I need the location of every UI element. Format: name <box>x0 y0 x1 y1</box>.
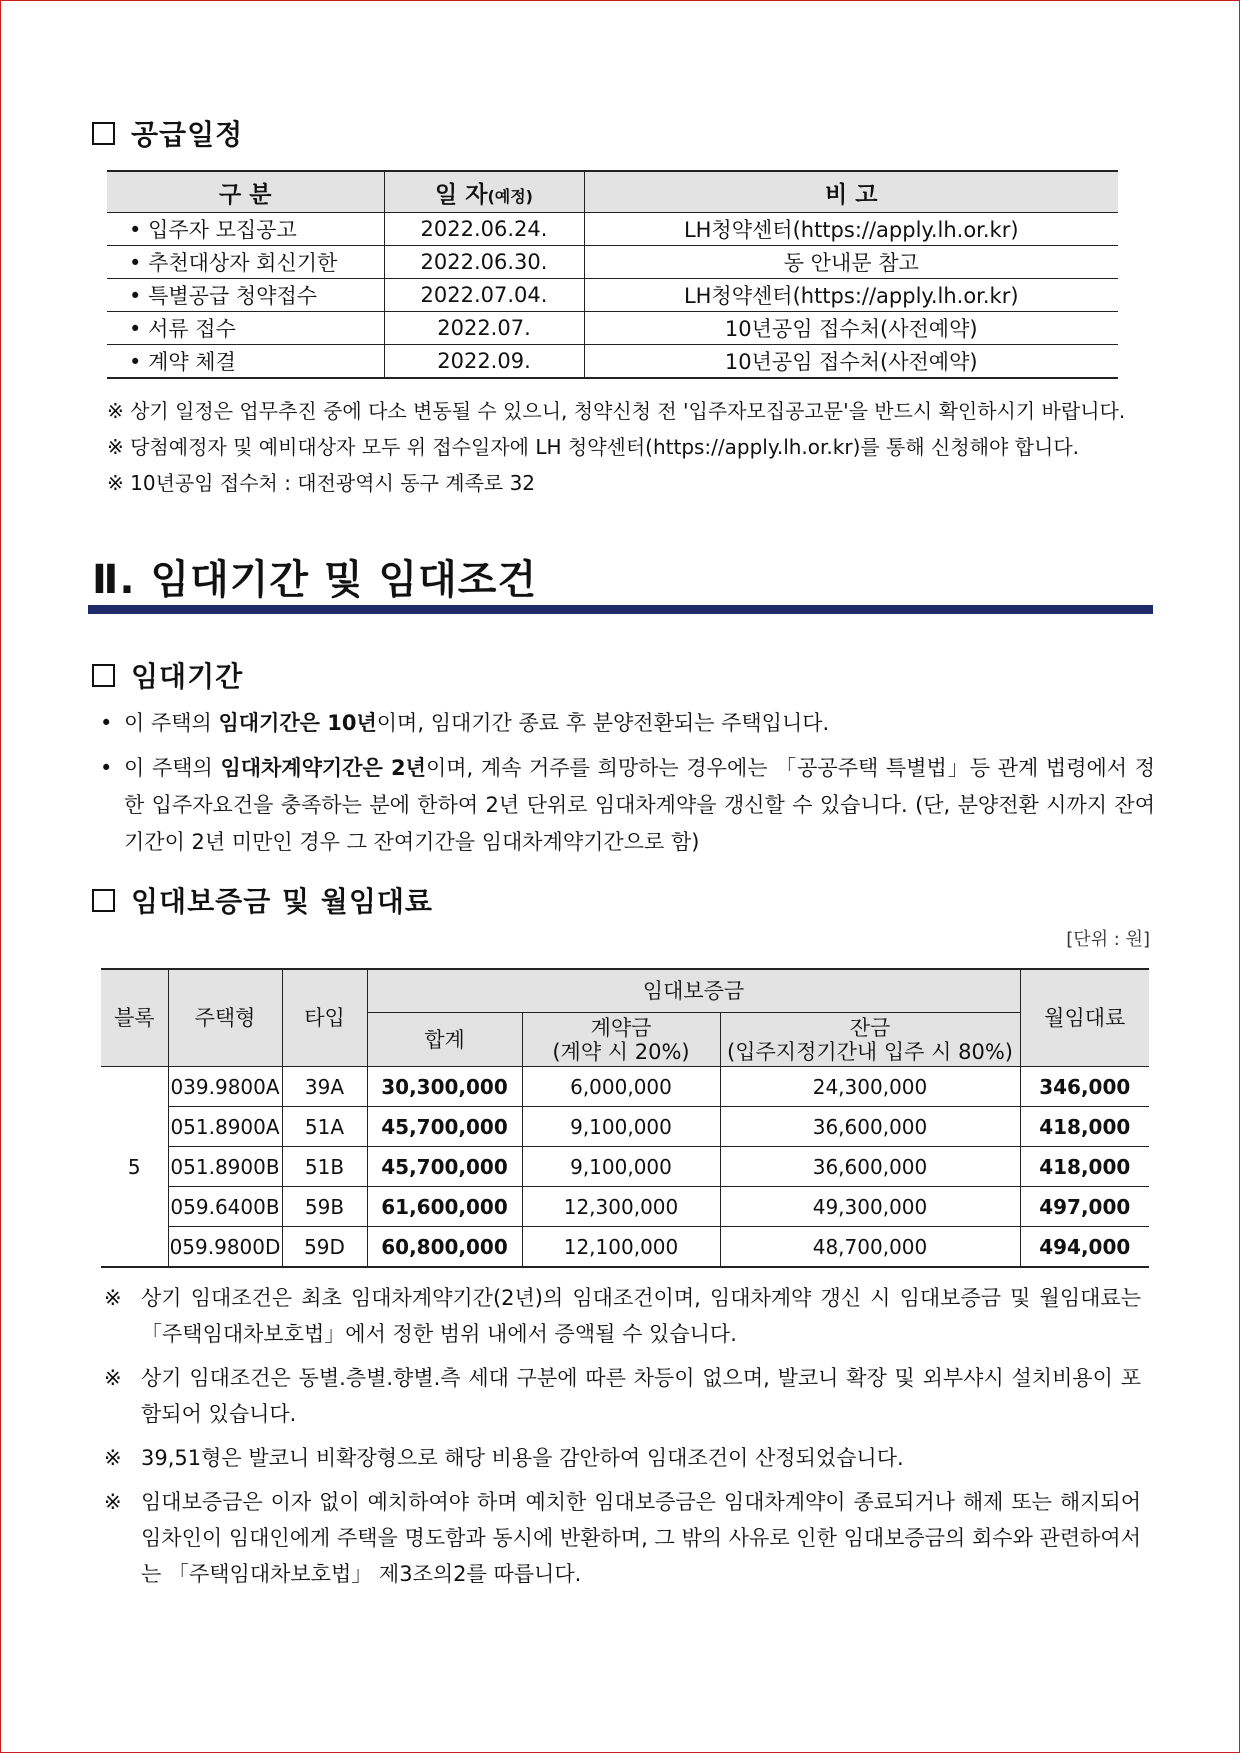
list-item <box>104 1280 1141 1352</box>
schedule-col-date: 일 자(예정) <box>384 171 584 213</box>
monthly-rent: 418,000 <box>1020 1107 1149 1147</box>
monthly-rent: 346,000 <box>1020 1067 1149 1107</box>
type: 51B <box>282 1147 367 1187</box>
schedule-notes <box>107 393 1125 501</box>
rent-note-text: 임대보증금은 이자 없이 예치하여야 하며 예치한 임대보증금은 임대차계약이 종료되거나 해제 또는 해지되어 임차인이 임대인에게 주택을 명도함과 동시에 반환하며, 그 밖의 사유로 인한 임대보증금의 회수와 관련하여서는 「주택임대차보호법」 제3조의2를 따릅니다. <box>141 1490 1141 1586</box>
note-mark: ※ <box>104 1490 122 1514</box>
house-type: 059.9800D <box>168 1227 282 1268</box>
table-row <box>101 1227 1149 1268</box>
deposit-total: 30,300,000 <box>367 1067 522 1107</box>
schedule-item: • 추천대상자 회신기한 <box>107 246 384 279</box>
contract-amount: 12,100,000 <box>522 1227 720 1268</box>
balance-amount: 36,600,000 <box>720 1107 1020 1147</box>
schedule-date: 2022.06.24. <box>384 213 584 246</box>
rent-note-text: 상기 임대조건은 최초 임대차계약기간(2년)의 임대조건이며, 임대차계약 갱신 시 임대보증금 및 월임대료는 「주택임대차보호법」에서 정한 범위 내에서 증액될 수 있습니다. <box>141 1286 1141 1346</box>
type: 39A <box>282 1067 367 1107</box>
list-item <box>104 1484 1141 1592</box>
table-row <box>101 1107 1149 1147</box>
table-row <box>101 1147 1149 1187</box>
col-type: 타입 <box>282 969 367 1067</box>
schedule-heading <box>92 113 243 153</box>
monthly-rent: 418,000 <box>1020 1147 1149 1187</box>
balance-amount: 24,300,000 <box>720 1067 1020 1107</box>
list-item <box>104 1440 1141 1476</box>
balance-amount: 48,700,000 <box>720 1227 1020 1268</box>
period-heading <box>92 655 243 695</box>
deposit-total: 60,800,000 <box>367 1227 522 1268</box>
rent-note-text: 상기 임대조건은 동별.층별.향별.측 세대 구분에 따른 차등이 없으며, 발코니 확장 및 외부샤시 설치비용이 포함되어 있습니다. <box>141 1366 1141 1426</box>
schedule-item: • 입주자 모집공고 <box>107 213 384 246</box>
schedule-date: 2022.06.30. <box>384 246 584 279</box>
period-bullets <box>100 705 1155 869</box>
house-type: 039.9800A <box>168 1067 282 1107</box>
schedule-note-line: ※ 10년공임 접수처 : 대전광역시 동구 계족로 32 <box>107 471 536 495</box>
col-deposit: 임대보증금 <box>367 969 1020 1013</box>
rent-header-row <box>101 969 1149 1013</box>
deposit-total: 45,700,000 <box>367 1107 522 1147</box>
table-row <box>107 279 1118 312</box>
house-type: 051.8900A <box>168 1107 282 1147</box>
col-house-type: 주택형 <box>168 969 282 1067</box>
rent-heading-text: 임대보증금 및 월임대료 <box>131 885 433 918</box>
unit-label: [단위 : 원] <box>1066 929 1150 950</box>
contract-amount: 9,100,000 <box>522 1147 720 1187</box>
rent-note-text: 39,51형은 발코니 비확장형으로 해당 비용을 감안하여 임대조건이 산정되었습니다. <box>141 1446 904 1470</box>
deposit-total: 45,700,000 <box>367 1147 522 1187</box>
house-type: 059.6400B <box>168 1187 282 1227</box>
house-type: 051.8900B <box>168 1147 282 1187</box>
schedule-note: 10년공임 접수처(사전예약) <box>584 345 1118 379</box>
schedule-date: 2022.07.04. <box>384 279 584 312</box>
deposit-total: 61,600,000 <box>367 1187 522 1227</box>
checkbox-square-icon <box>92 122 115 145</box>
table-row <box>107 246 1118 279</box>
schedule-header-row <box>107 171 1118 213</box>
col-total: 합계 <box>367 1013 522 1067</box>
contract-amount: 12,300,000 <box>522 1187 720 1227</box>
schedule-date: 2022.07. <box>384 312 584 345</box>
schedule-item: • 특별공급 청약접수 <box>107 279 384 312</box>
type: 59D <box>282 1227 367 1268</box>
rent-notes <box>104 1280 1141 1600</box>
schedule-note: LH청약센터(https://apply.lh.or.kr) <box>584 213 1118 246</box>
balance-amount: 49,300,000 <box>720 1187 1020 1227</box>
schedule-note: 10년공임 접수처(사전예약) <box>584 312 1118 345</box>
monthly-rent: 494,000 <box>1020 1227 1149 1268</box>
chapter-title: Ⅱ. 임대기간 및 임대조건 <box>92 557 538 603</box>
schedule-table <box>107 170 1118 379</box>
col-contract: 계약금 (계약 시 20%) <box>522 1013 720 1067</box>
schedule-note: 동 안내문 참고 <box>584 246 1118 279</box>
note-mark: ※ <box>104 1286 122 1310</box>
rent-table <box>101 968 1149 1268</box>
table-row <box>107 312 1118 345</box>
block-number: 5 <box>101 1067 168 1268</box>
monthly-rent: 497,000 <box>1020 1187 1149 1227</box>
table-row <box>107 345 1118 379</box>
table-row <box>101 1067 1149 1107</box>
chapter-divider <box>88 605 1153 614</box>
rent-heading <box>92 880 433 920</box>
table-row <box>107 213 1118 246</box>
schedule-date: 2022.09. <box>384 345 584 379</box>
schedule-item: • 서류 접수 <box>107 312 384 345</box>
period-heading-text: 임대기간 <box>131 660 244 693</box>
schedule-note-line: ※ 당첨예정자 및 예비대상자 모두 위 접수일자에 LH 청약센터(https://apply.lh.or.kr)를 통해 신청해야 합니다. <box>107 435 1080 459</box>
contract-amount: 9,100,000 <box>522 1107 720 1147</box>
list-item <box>104 1360 1141 1432</box>
schedule-col-category: 구 분 <box>107 171 384 213</box>
col-monthly: 월임대료 <box>1020 969 1149 1067</box>
contract-amount: 6,000,000 <box>522 1067 720 1107</box>
schedule-note-line: ※ 상기 일정은 업무추진 중에 다소 변동될 수 있으니, 청약신청 전 '입주자모집공고문'을 반드시 확인하시기 바랍니다. <box>107 399 1126 423</box>
schedule-note: LH청약센터(https://apply.lh.or.kr) <box>584 279 1118 312</box>
note-mark: ※ <box>104 1366 122 1390</box>
col-balance: 잔금 (입주지정기간내 입주 시 80%) <box>720 1013 1020 1067</box>
note-mark: ※ <box>104 1446 122 1470</box>
type: 51A <box>282 1107 367 1147</box>
list-item: • 이 주택의 임대차계약기간은 2년이며, 계속 거주를 희망하는 경우에는 「공공주택 특별법」등 관계 법령에서 정한 입주자요건을 충족하는 분에 한하여 2년 단위로 임대차계약을 갱신할 수 있습니다. (단, 분양전환 시까지 잔여기간이 2년 미만인 경우 그 잔여기간을 임대차계약기간으로 함) <box>100 750 1155 861</box>
schedule-item: • 계약 체결 <box>107 345 384 379</box>
table-row <box>101 1187 1149 1227</box>
col-block: 블록 <box>101 969 168 1067</box>
schedule-heading-text: 공급일정 <box>131 118 244 151</box>
schedule-col-note: 비 고 <box>584 171 1118 213</box>
type: 59B <box>282 1187 367 1227</box>
list-item: • 이 주택의 임대기간은 10년이며, 임대기간 종료 후 분양전환되는 주택입니다. <box>100 705 1155 742</box>
checkbox-square-icon <box>92 889 115 912</box>
checkbox-square-icon <box>92 664 115 687</box>
balance-amount: 36,600,000 <box>720 1147 1020 1187</box>
